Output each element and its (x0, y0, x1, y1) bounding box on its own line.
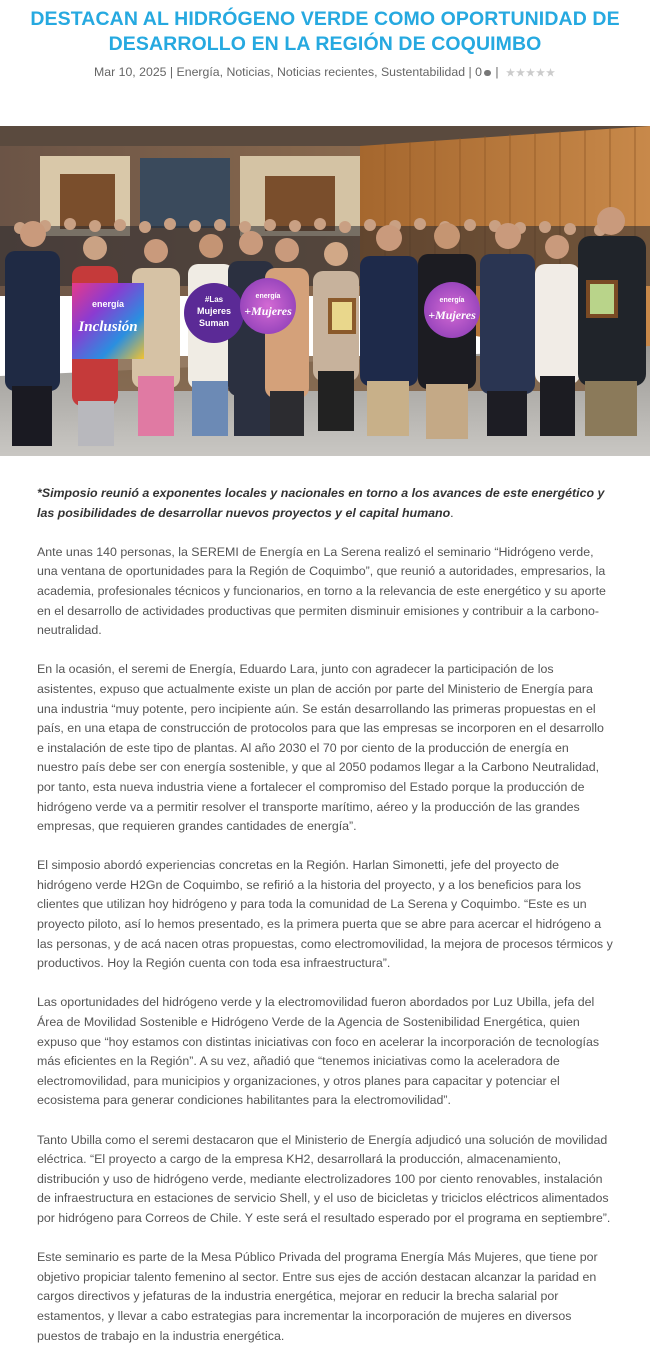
star-icon (536, 68, 545, 77)
star-icon (516, 68, 525, 77)
svg-text:+Mujeres: +Mujeres (428, 308, 476, 322)
svg-text:Inclusión: Inclusión (78, 319, 138, 335)
svg-text:energía: energía (255, 293, 281, 300)
meta-separator: | (465, 65, 476, 79)
post-meta: Mar 10, 2025 | Energía, Noticias, Noticias recientes, Sustentabilidad | 0 | (0, 64, 650, 80)
inclusion-sign (72, 283, 144, 359)
meta-separator: | (491, 65, 502, 79)
article-lead-end: . (450, 505, 454, 520)
mas-mujeres-sign (240, 278, 296, 334)
svg-text:Mujeres: Mujeres (196, 306, 232, 316)
mas-mujeres-sign (424, 282, 480, 338)
comments-count: 0 (475, 65, 482, 79)
article-paragraph: El simposio abordó experiencias concretas en la Región. Harlan Simonetti, jefe del proyecto de hidrógeno verde H2Gn de Coquimbo, se refirió a la historia del proyecto, y a los beneficios para los clientes que utilizan hoy hidrógeno y para toda la comunidad de La Serena y Coquimbo. “Este es un proyecto piloto, así lo hemos presentado, es la primera puerta que se abre para acercar el hidrógeno a las personas, y de acá nacen otras propuestas, como electromovilidad, la mejora de procesos térmicos y productivos. Hoy la Región cuenta con toda esa infraestructura”. (37, 858, 613, 971)
article-paragraph: Las oportunidades del hidrógeno verde y la electromovilidad fueron abordados por Luz Ubilla, jefa del Área de Movilidad Sostenible e Hidrógeno Verde de la Agencia de Sostenibilidad Energética, quien expuso que “hoy estamos con distintas iniciativas con foco en acelerar la incorporación de tecnologías más eficientes en la Región”. A su vez, añadió que “tenemos iniciativas como la aceleradora de electromovilidad, para municipios y organizaciones, y otros planes para capacitar y potenciar el ecosistema para generar condiciones habilitantes para la electromovilidad”. (37, 995, 600, 1108)
article-lead (37, 484, 613, 523)
article-paragraph: En la ocasión, el seremi de Energía, Eduardo Lara, junto con agradecer la participación de los asistentes, expuso que actualmente existe un plan de acción por parte del Ministerio de Energía para una industria “muy potente, pero incipiente aún. Se están desarrollando las primeras propuestas en el país, en una etapa de construcción de protocolos para que las empresas se incorporen en el desarrollo e instalación de este tipo de plantas. Al año 2030 el 70 por ciento de la producción de energía en nuestro país debe ser con energía sostenible, y que al 2050 podamos llegar a la Carbono Neutralidad, por tanto, esta nueva industria viene a fortalecer el compromiso del Estado porque la producción de hidrógeno verde va a permitir resolver el transporte marítimo, aéreo y la producción de las grandes empresas, que requieren grandes cantidades de energía”. (37, 662, 604, 834)
comment-bubble-icon (484, 70, 491, 76)
event-group-photo (0, 126, 650, 456)
article-paragraph: Tanto Ubilla como el seremi destacaron que el Ministerio de Energía adjudicó una solución de movilidad eléctrica. “El proyecto a cargo de la empresa KH2, desarrollará la producción, almacenamiento, distribución y uso de hidrógeno verde, mediante electrolizadores 100 por ciento renovables, instalación de infraestructura en estaciones de servicio Shell, y el uso de bicicletas y triciclos eléctricos alimentados por hidrógeno para Correos de Chile. Y este será el resultado esperado por el programa en septiembre”. (37, 1132, 611, 1225)
category-link-energia[interactable]: Energía (176, 65, 220, 79)
article-paragraph: Este seminario es parte de la Mesa Público Privada del programa Energía Más Mujeres, que tiene por objetivo propiciar talento femenino al sector. Entre sus ejes de acción destacan alcanzar la paridad en cargos directivos y jefaturas de la industria energética, mejorar en reducir la brecha salarial por estamentos, y llevar a cabo estrategias para incrementar la incorporación de mujeres en diversos puestos de trabajo en la industria energética. (37, 1250, 598, 1343)
category-link-noticias[interactable]: Noticias (226, 65, 271, 79)
article-lead-text: *Simposio reunió a exponentes locales y nacionales en torno a los avances de este energético y las posibilidades de desarrollar nuevos proyectos y el capital humano (37, 486, 605, 520)
svg-text:energía: energía (439, 297, 465, 304)
category-link-sustentabilidad[interactable]: Sustentabilidad (380, 65, 466, 79)
star-icon (526, 68, 535, 77)
article-paragraph: Ante unas 140 personas, la SEREMI de Energía en La Serena realizó el seminario “Hidrógeno verde, una ventana de oportunidades para la Región de Coquimbo”, que reunió a autoridades, empresarios, la academia, profesionales técnicos y funcionarios, en torno a la relevancia de este energético y su aporte en el desarrollo de actividades productivas que permiten disminuir emisiones y contribuir a la carbono-neutralidad. (37, 544, 606, 638)
svg-text:+Mujeres: +Mujeres (244, 304, 292, 318)
mujeres-suman-sign (184, 283, 244, 343)
category-link-noticias-recientes[interactable]: Noticias recientes (277, 65, 375, 79)
star-rating[interactable] (506, 68, 556, 77)
svg-text:energía: energía (91, 299, 125, 309)
meta-separator: | (166, 65, 177, 79)
svg-text:#Las: #Las (204, 295, 224, 304)
post-date: Mar 10, 2025 (94, 65, 167, 79)
star-icon (546, 68, 555, 77)
svg-text:Suman: Suman (198, 318, 230, 328)
comments-link[interactable] (475, 65, 492, 79)
article-title: DESTACAN AL HIDRÓGENO VERDE COMO OPORTUNIDAD DE DESARROLLO EN LA REGIÓN DE COQUIMBO (30, 8, 620, 55)
star-icon (506, 68, 515, 77)
article-body (37, 484, 613, 1366)
